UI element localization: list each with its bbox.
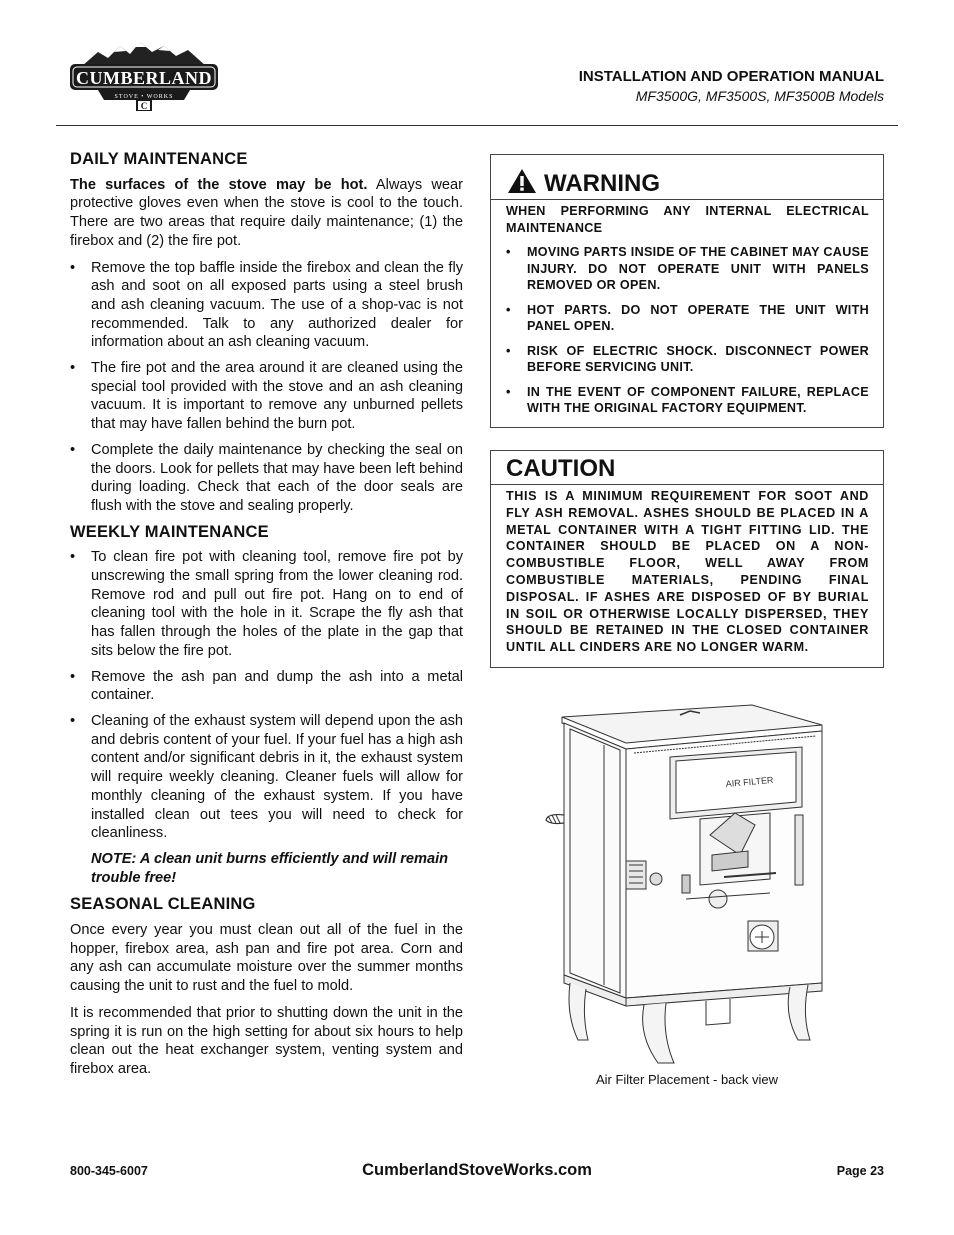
- caution-text: THIS IS A MINIMUM REQUIREMENT FOR SOOT AND FLY ASH REMOVAL. ASHES SHOULD BE PLACED IN A METAL CONTAINER WITH A TIGHT FITTING LID. THE CONTAINER SHOULD BE PLACED ON A NON-COMBUSTIBLE FLOOR, WELL AWAY FROM COMBUSTIBLE MATERIALS, PENDING FINAL DISPOSAL. IF ASHES ARE DISPOSED OF BY BURIAL IN SOIL OR OTHERWISE LOCALLY DISPERSED, THEY SHOULD BE RETAINED IN THE CLOSED CONTAINER UNTIL ALL CINDERS ARE NO LONGER WARM.: [506, 489, 869, 655]
- caution-box: [490, 450, 884, 668]
- warning-triangle-icon: [507, 168, 537, 199]
- stove-back-view-illustration: [540, 695, 830, 1070]
- weekly-item: • To clean fire pot with cleaning tool, remove fire pot by unscrewing the small spring from the lower cleaning rod. Remove rod and pull out fire pot. Hang on to end of cleaning tool with the hole in it. Scrape the fly ash that has fallen through the holes of the plate in the gap that sits below the fire pot.: [70, 548, 463, 660]
- weekly-list: [70, 548, 463, 843]
- seasonal-paragraph: Once every year you must clean out all of the fuel in the hopper, firebox area, ash pan and fire pot area. Corn and any ash can accumulate moisture over the summer months causing the unit to rust and the fuel to mold.: [70, 922, 463, 995]
- warning-item: • HOT PARTS. DO NOT OPERATE THE UNIT WITH PANEL OPEN.: [506, 302, 869, 335]
- manual-title: INSTALLATION AND OPERATION MANUAL: [578, 68, 884, 85]
- daily-item: • The fire pot and the area around it are cleaned using the special tool provided with the stove and an ash cleaning vacuum. It is important to remove any unburned pellets that may have fallen behind the burn pot.: [70, 359, 463, 434]
- warning-body: [506, 203, 869, 425]
- header-divider: [56, 125, 898, 126]
- daily-intro-bold: The surfaces of the stove may be hot.: [70, 176, 368, 193]
- warning-divider: [491, 199, 883, 200]
- seasonal-paragraph: It is recommended that prior to shutting down the unit in the spring it is run on the high setting for about six hours to help clean out the heat exchanger system, venting system and firebox area.: [70, 1004, 463, 1077]
- svg-text:AIR FILTER: AIR FILTER: [725, 774, 774, 789]
- daily-intro-text: Always wear protective gloves even when the stove is cool to the touch. There are two areas that require daily maintenance; (1) the firebox and (2) the fire pot.: [70, 176, 463, 249]
- weekly-item: • Remove the ash pan and dump the ash into a metal container.: [70, 668, 463, 705]
- daily-heading: DAILY MAINTENANCE: [70, 150, 248, 168]
- seasonal-heading: SEASONAL CLEANING: [70, 895, 256, 914]
- daily-list: [70, 259, 463, 516]
- company-logo: [68, 40, 220, 112]
- svg-text:C: C: [140, 101, 148, 111]
- daily-intro: [70, 176, 463, 251]
- page-number: Page 23: [836, 1164, 884, 1178]
- warning-title: WARNING: [544, 169, 660, 197]
- warning-header: [507, 168, 660, 199]
- left-column: [70, 150, 463, 1087]
- caution-divider: [491, 484, 883, 485]
- weekly-heading: WEEKLY MAINTENANCE: [70, 522, 269, 541]
- footer-phone: 800-345-6007: [70, 1164, 148, 1178]
- warning-lead: WHEN PERFORMING ANY INTERNAL ELECTRICAL MAINTENANCE: [506, 204, 869, 235]
- daily-item: • Remove the top baffle inside the firebox and clean the fly ash and soot on all exposed parts using a steel brush and ash cleaning vacuum. The use of a shop-vac is not recommended. Talk to any authorized dealer for information about an ash cleaning vacuum.: [70, 259, 463, 353]
- weekly-item: • Cleaning of the exhaust system will depend upon the ash and debris content of your fuel. If your fuel has a high ash content and/or significant debris in it, the exhaust system will require weekly cleaning. Cleaner fuels will allow for monthly cleaning of the exhaust system. If you have installed clean out tees you will need to check for cleanliness.: [70, 712, 463, 843]
- svg-text:STOVE • WORKS: STOVE • WORKS: [114, 94, 174, 100]
- warning-item: • RISK OF ELECTRIC SHOCK. DISCONNECT POWER BEFORE SERVICING UNIT.: [506, 343, 869, 376]
- svg-text:CUMBERLAND: CUMBERLAND: [75, 68, 213, 88]
- model-subtitle: MF3500G, MF3500S, MF3500B Models: [635, 88, 884, 104]
- weekly-note: NOTE: A clean unit burns efficiently and will remain trouble free!: [91, 850, 449, 886]
- daily-item: • Complete the daily maintenance by checking the seal on the doors. Look for pellets that may have been left behind during loading. Check that each of the door seals are flush with the stove and sealing properly.: [70, 441, 463, 516]
- figure-caption: Air Filter Placement - back view: [595, 1072, 779, 1087]
- warning-item: • IN THE EVENT OF COMPONENT FAILURE, REPLACE WITH THE ORIGINAL FACTORY EQUIPMENT.: [506, 384, 869, 417]
- warning-box: [490, 154, 884, 428]
- warning-item: • MOVING PARTS INSIDE OF THE CABINET MAY CAUSE INJURY. DO NOT OPERATE UNIT WITH PANELS REMOVED OR OPEN.: [506, 244, 869, 294]
- caution-title: CAUTION: [506, 455, 616, 482]
- footer-website[interactable]: CumberlandStoveWorks.com: [362, 1161, 592, 1179]
- warning-list: [506, 244, 869, 417]
